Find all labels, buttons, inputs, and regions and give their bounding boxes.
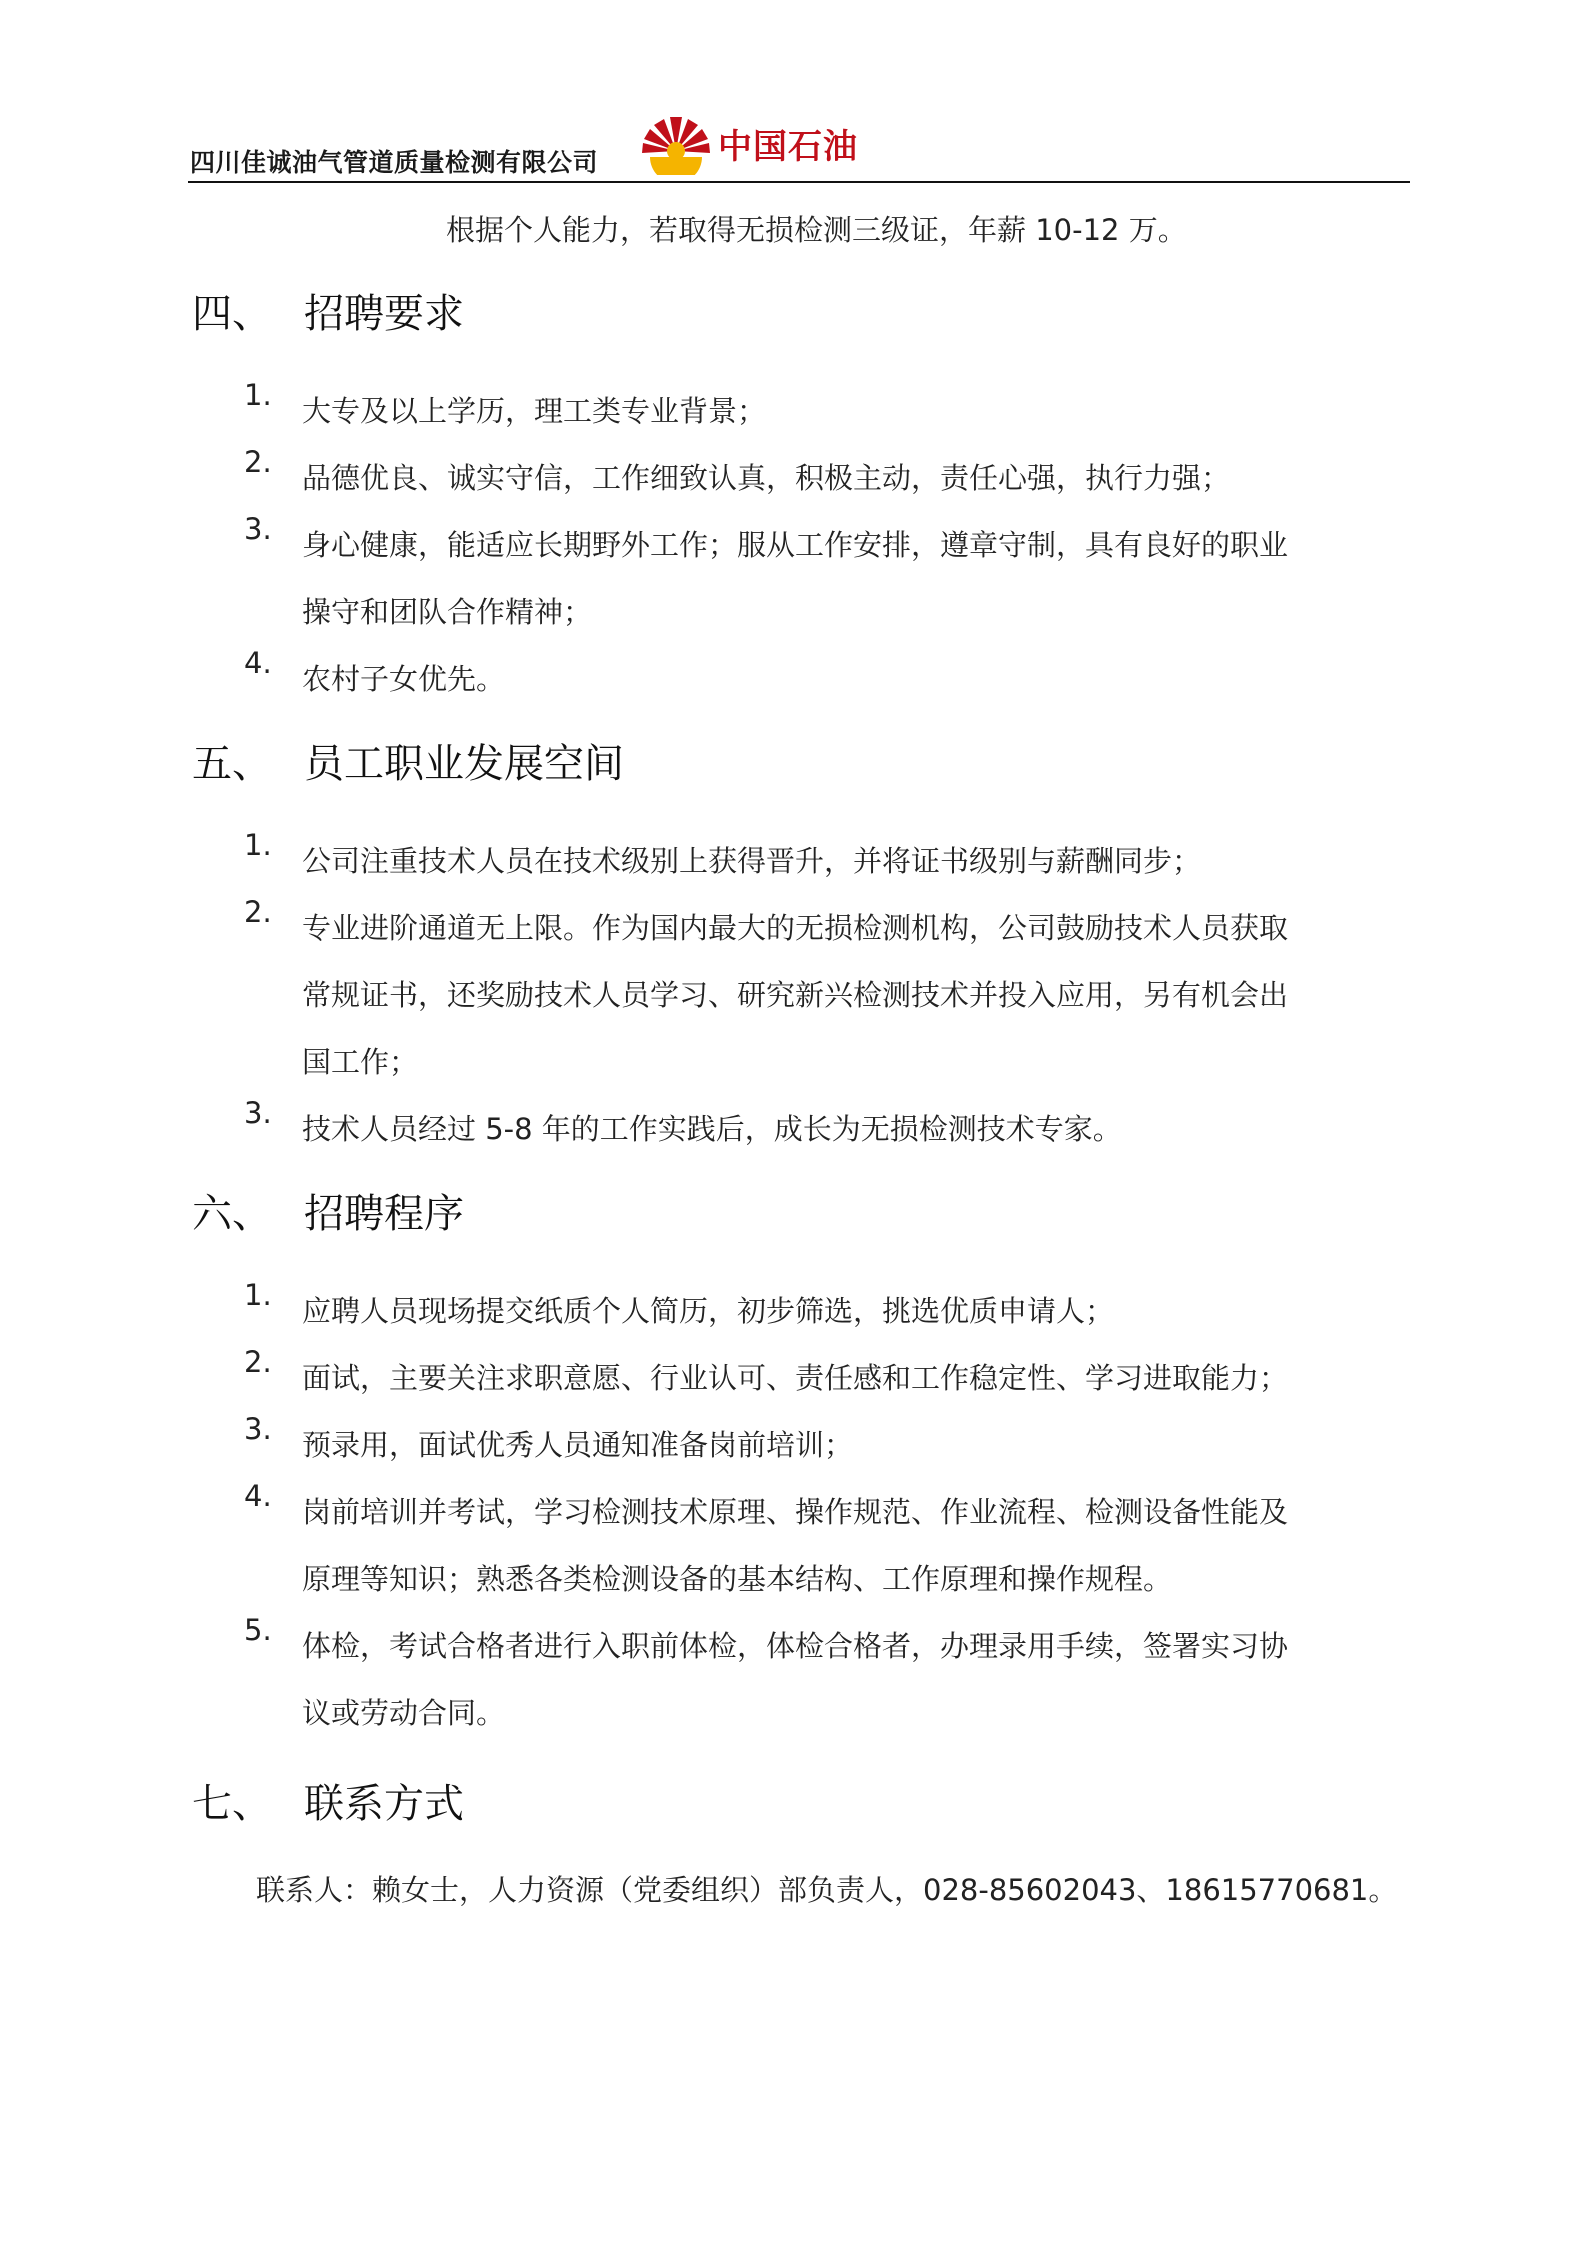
list-text: 岗前培训并考试，学习检测技术原理、操作规范、作业流程、检测设备性能及	[302, 1495, 1289, 1529]
section-number: 六、	[192, 1191, 272, 1237]
list-text: 原理等知识；熟悉各类检测设备的基本结构、工作原理和操作规程。	[302, 1562, 1173, 1596]
section-title: 招聘程序	[304, 1191, 464, 1237]
section-heading-career	[192, 732, 624, 789]
section-heading-contact	[192, 1772, 464, 1829]
section-title: 招聘要求	[304, 291, 464, 337]
section-title: 员工职业发展空间	[304, 741, 624, 787]
list-index: 3.	[244, 1412, 272, 1446]
list-index: 3.	[244, 1096, 272, 1130]
brand-name: 中国石油	[718, 127, 858, 167]
section-number: 四、	[192, 291, 272, 337]
section-title: 联系方式	[304, 1781, 464, 1827]
list-text: 体检，考试合格者进行入职前体检，体检合格者，办理录用手续，签署实习协	[302, 1629, 1289, 1663]
section-number: 五、	[192, 741, 272, 787]
section-number: 七、	[192, 1781, 272, 1827]
list-text: 大专及以上学历，理工类专业背景；	[302, 394, 767, 428]
list-text: 身心健康，能适应长期野外工作；服从工作安排，遵章守制，具有良好的职业	[302, 528, 1289, 562]
list-index: 1.	[244, 828, 272, 862]
list-index: 5.	[244, 1613, 272, 1647]
list-index: 1.	[244, 1278, 272, 1312]
list-text: 品德优良、诚实守信，工作细致认真，积极主动，责任心强，执行力强；	[302, 461, 1231, 495]
list-text: 公司注重技术人员在技术级别上获得晋升，并将证书级别与薪酬同步；	[302, 844, 1202, 878]
petrochina-sun-logo-icon	[636, 105, 716, 175]
list-text: 议或劳动合同。	[302, 1696, 506, 1730]
list-index: 4.	[244, 1479, 272, 1513]
list-index: 1.	[244, 378, 272, 412]
list-text: 国工作；	[302, 1045, 419, 1079]
list-text: 专业进阶通道无上限。作为国内最大的无损检测机构，公司鼓励技术人员获取	[302, 911, 1289, 945]
list-text: 应聘人员现场提交纸质个人简历，初步筛选，挑选优质申请人；	[302, 1294, 1115, 1328]
list-text: 操守和团队合作精神；	[302, 595, 593, 629]
list-index: 4.	[244, 646, 272, 680]
list-index: 2.	[244, 895, 272, 929]
contact-paragraph: 联系人：赖女士，人力资源（党委组织）部负责人，028-85602043、18615770681。	[256, 1873, 1398, 1907]
section-heading-requirements	[192, 282, 464, 339]
list-text: 面试，主要关注求职意愿、行业认可、责任感和工作稳定性、学习进取能力；	[302, 1361, 1289, 1395]
list-index: 2.	[244, 1345, 272, 1379]
list-text: 预录用，面试优秀人员通知准备岗前培训；	[302, 1428, 854, 1462]
list-text: 常规证书，还奖励技术人员学习、研究新兴检测技术并投入应用，另有机会出	[302, 978, 1289, 1012]
section-heading-procedure	[192, 1182, 464, 1239]
list-text: 农村子女优先。	[302, 662, 506, 696]
list-index: 2.	[244, 445, 272, 479]
list-text: 技术人员经过 5-8 年的工作实践后，成长为无损检测技术专家。	[302, 1112, 1122, 1146]
page-header	[188, 105, 1410, 183]
company-name: 四川佳诚油气管道质量检测有限公司	[190, 148, 599, 177]
list-index: 3.	[244, 512, 272, 546]
header-divider	[188, 181, 1410, 183]
intro-paragraph: 根据个人能力，若取得无损检测三级证，年薪 10-12 万。	[446, 213, 1187, 247]
